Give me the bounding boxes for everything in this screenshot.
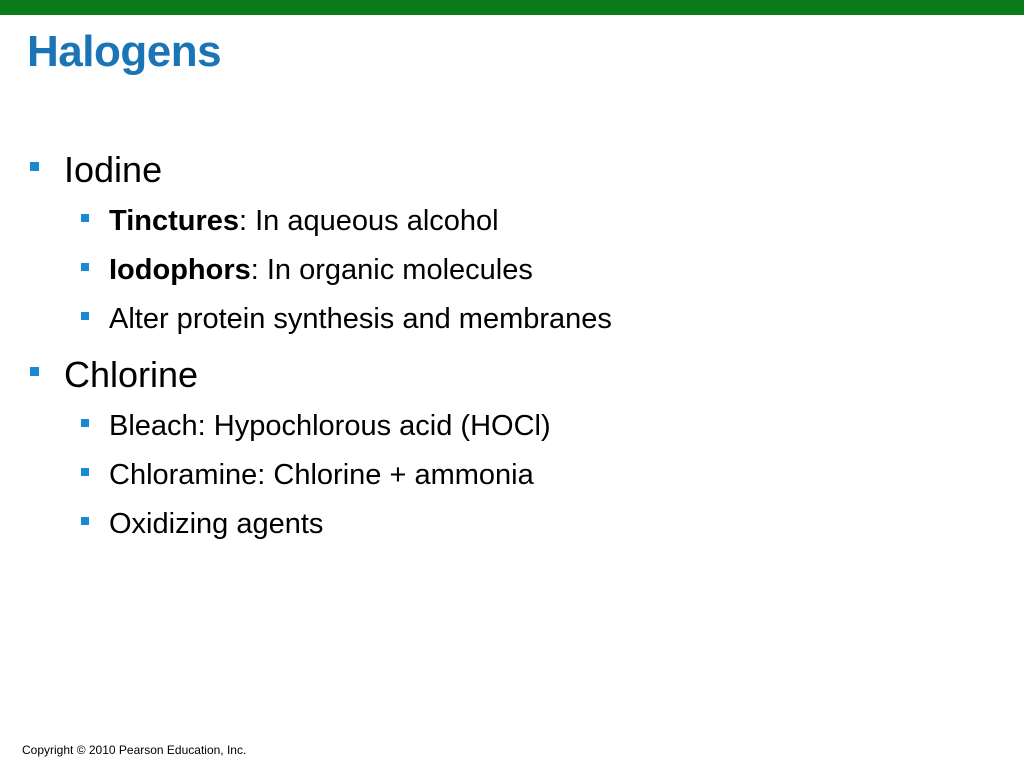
square-bullet-icon	[30, 162, 39, 171]
term-description: : In aqueous alcohol	[239, 205, 499, 237]
square-bullet-icon	[81, 263, 89, 271]
slide-title: Halogens	[27, 27, 222, 76]
sub-bullet-text: Bleach: Hypochlorous acid (HOCl)	[109, 410, 551, 442]
sub-bullet-text: Chloramine: Chlorine + ammonia	[109, 459, 534, 491]
bold-term: Tinctures	[109, 205, 240, 237]
bold-term: Iodophors	[109, 254, 251, 286]
bullet-heading: Chlorine	[64, 354, 199, 395]
copyright-footer: Copyright © 2010 Pearson Education, Inc.	[22, 743, 247, 757]
term-description: : In organic molecules	[250, 254, 533, 286]
sub-bullet-text	[109, 203, 499, 239]
square-bullet-icon	[81, 214, 89, 222]
square-bullet-icon	[81, 468, 89, 476]
bullet-heading: Iodine	[64, 149, 163, 190]
sub-bullet-text: Oxidizing agents	[109, 508, 324, 540]
square-bullet-icon	[81, 419, 89, 427]
square-bullet-icon	[81, 517, 89, 525]
sub-bullet-text: Alter protein synthesis and membranes	[109, 303, 612, 335]
sub-bullet-text	[109, 252, 533, 288]
square-bullet-icon	[30, 367, 39, 376]
square-bullet-icon	[81, 312, 89, 320]
